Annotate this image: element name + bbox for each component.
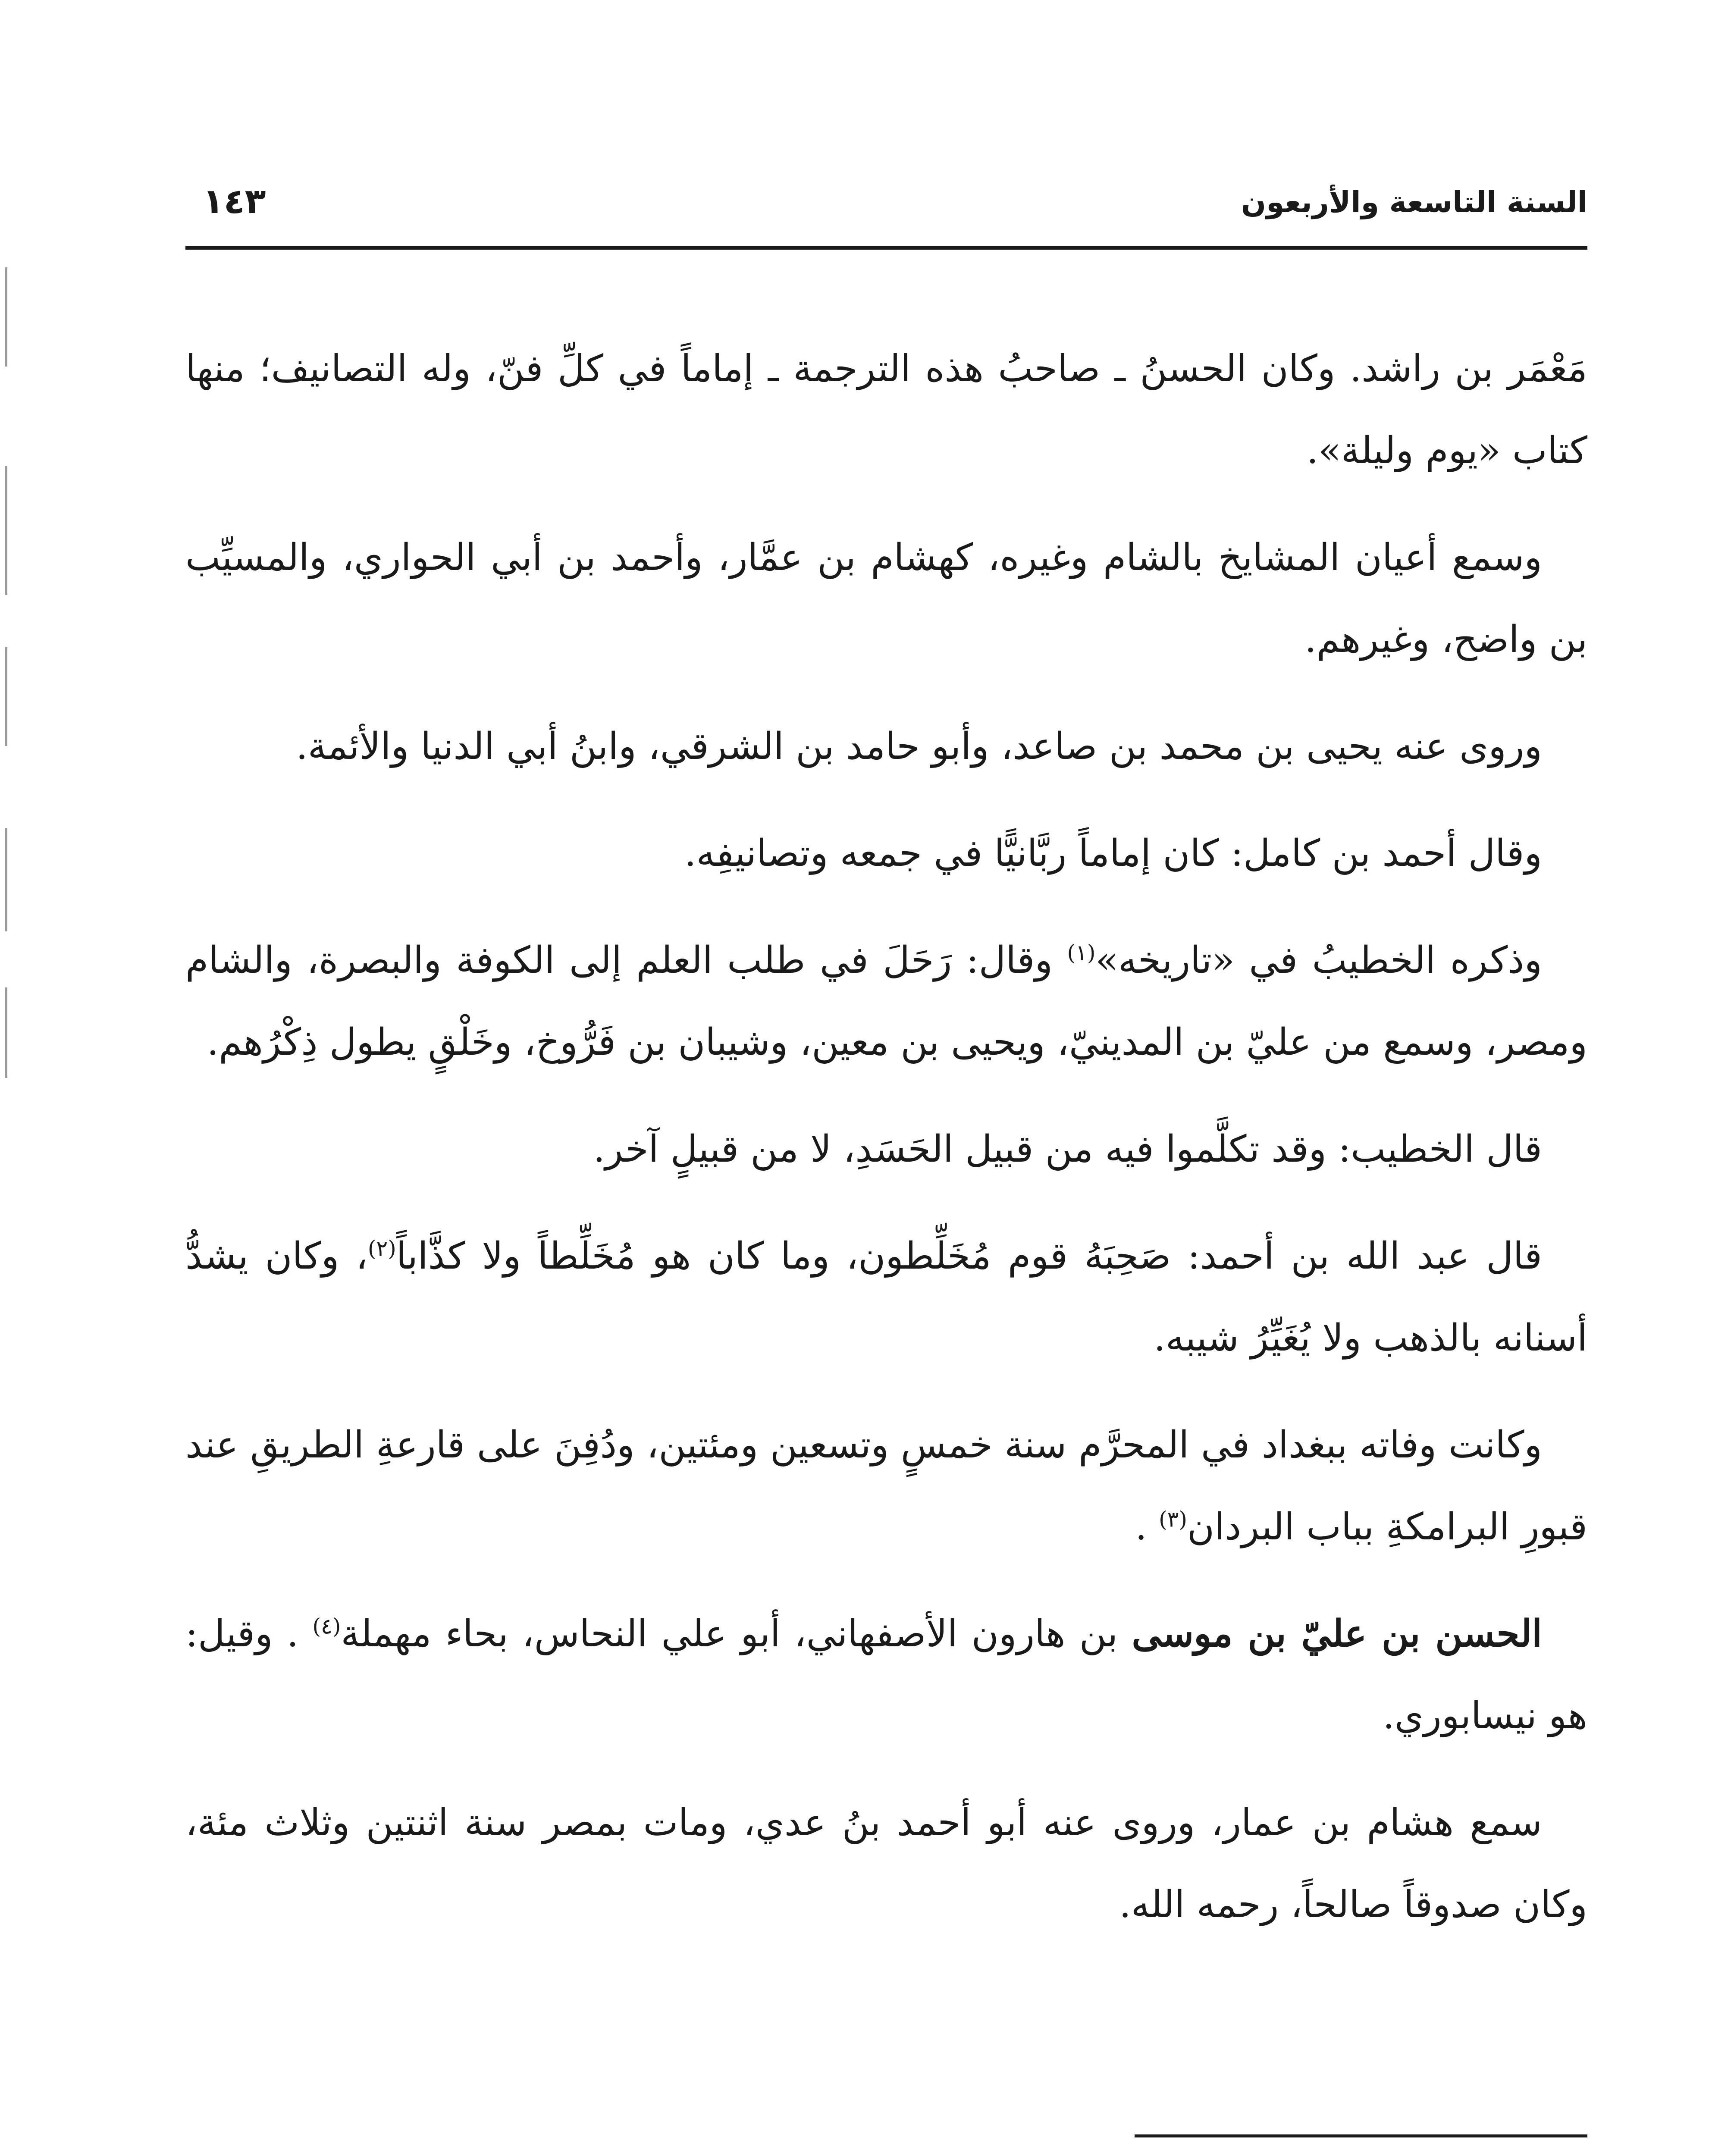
paragraph-text: وقال: رَحَلَ في طلب العلم إلى الكوفة والبصرة، والشام ومصر، وسمع من عليّ بن المدينيّ، ويحيى بن معين، وشيبان بن فَرُّوخ، وخَلْقٍ يطول ذِكْرُهم. [185,939,1587,1064]
footnote-divider [1135,2134,1587,2137]
main-text [185,328,1587,1971]
scan-mark [5,828,7,931]
page-number: ١٤٣ [203,181,266,221]
paragraph [185,812,1587,894]
paragraph-text: وكانت وفاته ببغداد في المحرَّم سنة خمسٍ وتسعين ومئتين، ودُفِنَ على قارعةِ الطريقِ عند قبورِ البرامكةِ بباب البردان [185,1423,1587,1548]
paragraph [185,517,1587,680]
paragraph-text: . [1135,1505,1159,1548]
paragraph [185,1108,1587,1190]
scan-mark [5,647,7,746]
footnote-ref: (١) [1067,940,1096,965]
scan-margin-marks [0,0,17,2156]
paragraph-text: بن هارون الأصفهاني، أبو علي النحاس، بحاء مهملة [341,1612,1132,1655]
footnote-ref: (٢) [367,1236,396,1261]
scan-mark [5,466,7,595]
paragraph-text: وذكره الخطيبُ في «تاريخه» [1095,939,1542,982]
paragraph [185,328,1587,492]
paragraph-text: قال عبد الله بن أحمد: صَحِبَهُ قوم مُخَلِّطون، وما كان هو مُخَلِّطاً ولا كذَّاباً [396,1235,1543,1278]
page-header [185,181,1587,250]
entry-heading: الحسن بن عليّ بن موسى [1132,1612,1543,1655]
paragraph [185,1782,1587,1946]
paragraph [185,1215,1587,1379]
paragraph [185,1593,1587,1757]
paragraph-text: وسمع أعيان المشايخ بالشام وغيره، كهشام بن عمَّار، وأحمد بن أبي الحواري، والمسيِّب بن واضح، وغيرهم. [185,536,1587,661]
running-title: السنة التاسعة والأربعون [1241,185,1587,219]
paragraph-text: سمع هشام بن عمار، وروى عنه أبو أحمد بنُ عدي، ومات بمصر سنة اثنتين وثلاث مئة، وكان صدوقاً صالحاً، رحمه الله. [185,1801,1587,1926]
paragraph-text: ، وكان يشدُّ أسنانه بالذهب ولا يُغَيِّرُ شيبه. [185,1235,1587,1360]
paragraph-text: وروى عنه يحيى بن محمد بن صاعد، وأبو حامد بن الشرقي، وابنُ أبي الدنيا والأئمة. [296,725,1542,768]
paragraph-text: مَعْمَر بن راشد. وكان الحسنُ ـ صاحبُ هذه الترجمة ـ إماماً في كلِّ فنّ، وله التصانيف؛ منها كتاب «يوم وليلة». [185,347,1587,472]
paragraph-text: وقال أحمد بن كامل: كان إماماً ربَّانيًّا في جمعه وتصانيفِه. [684,832,1542,875]
scan-mark [5,987,7,1078]
footnote-ref: (٣) [1159,1507,1187,1532]
paragraph-text: قال الخطيب: وقد تكلَّموا فيه من قبيل الحَسَدِ، لا من قبيلٍ آخر. [593,1128,1542,1171]
footnote-ref: (٤) [312,1614,341,1639]
paragraph [185,705,1587,787]
scan-mark [5,267,7,367]
paragraph [185,1404,1587,1568]
paragraph-text: . وقيل: هو نيسابوري. [185,1612,1587,1737]
paragraph [185,919,1587,1083]
